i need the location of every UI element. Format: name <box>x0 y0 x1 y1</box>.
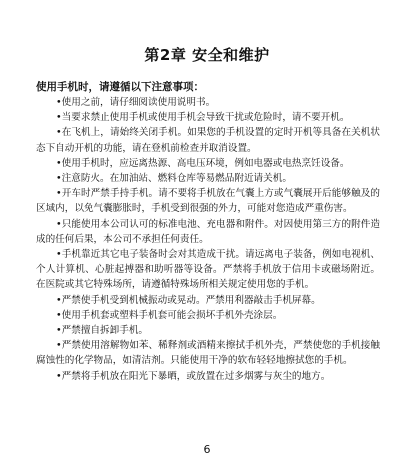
list-item: •只能使用本公司认可的标准电池、充电器和附件。对因使用第三方的附件造成的任何后果，本公司不承担任何责任。 <box>36 218 380 245</box>
list-item: •严禁擅自拆卸手机。 <box>56 325 149 337</box>
list-item: •使用之前，请仔细阅读使用说明书。 <box>56 97 216 108</box>
list-item: •当要求禁止使用手机或使用手机会导致干扰或危险时，请不要开机。 <box>56 112 350 124</box>
list-item: •严禁使手机受到机械振动或晃动。严禁用利器敲击手机屏幕。 <box>56 294 321 306</box>
list-item: •使用手机时，应远离热源、高电压环境，例如电器或电热烹饪设备。 <box>56 157 350 169</box>
list-item: •开车时严禁手持手机。请不要将手机放在气囊上方或气囊展开后能够触及的区域内，以免气囊膨胀时，手机受到很强的外力，可能对您造成严重伤害。 <box>36 188 380 215</box>
page-number: 6 <box>203 443 211 456</box>
list-item: •严禁将手机放在阳光下暴晒，或放置在过多烟雾与灰尘的地方。 <box>56 370 331 382</box>
list-item: •注意防火。在加油站、燃料仓库等易燃品附近请关机。 <box>56 173 292 185</box>
safety-section <box>36 80 380 384</box>
list-item: •严禁使用溶解物如苯、稀释剂或酒精来擦拭手机外壳，严禁使您的手机接触腐蚀性的化学物品，如清洁剂。只能使用干净的软布轻轻地擦拭您的手机。 <box>36 340 380 367</box>
list-item: •使用手机套或塑料手机套可能会损坏手机外壳涂层。 <box>56 309 283 321</box>
chapter-title: 第2章 安全和维护 <box>144 46 270 64</box>
section-heading: 使用手机时，请遵循以下注意事项： <box>36 81 204 93</box>
list-item: •手机靠近其它电子装备时会对其造成干扰。请远离电子装备，例如电视机、个人计算机、心脏起搏器和助听器等设备。严禁将手机放于信用卡或磁场附近。在医院或其它特殊场所，请遵循特殊场所相关规定使用您的手机。 <box>36 249 380 291</box>
list-item: •在飞机上，请始终关闭手机。如果您的手机设置的定时开机等具备在关机状态下自动开机的功能，请在登机前检查并取消设置。 <box>36 127 380 154</box>
